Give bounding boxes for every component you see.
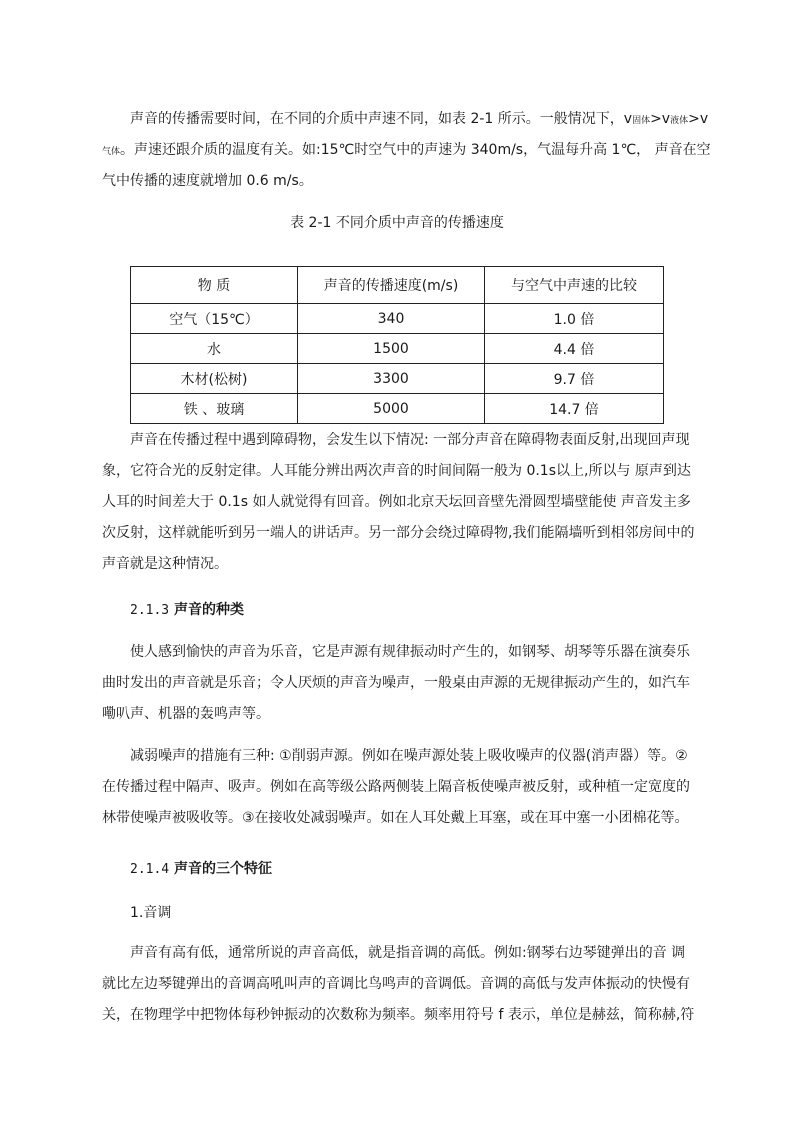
cell-ratio: 1.0 倍 <box>485 304 664 334</box>
paragraph-line: 声音有高有低，通常所说的声音高低，就是指音调的高低。例如:钢琴右边琴键弹出的音 调 <box>130 945 686 961</box>
cell-speed: 3300 <box>298 364 485 394</box>
intro-line-3: 气中传播的速度就增加 0.6 m/s。 <box>102 173 313 189</box>
intro-gt-1: >v <box>650 111 671 127</box>
cell-ratio: 14.7 倍 <box>485 394 664 424</box>
cell-speed: 5000 <box>298 394 485 424</box>
paragraph-line: 声音在传播过程中遇到障碍物，会发生以下情况: 一部分声音在障碍物表面反射,出现回声现 <box>130 432 690 448</box>
subscript-solid: 固体 <box>632 116 651 126</box>
paragraph-line: 关，在物理学中把物体每秒钟振动的次数称为频率。频率用符号 f 表示，单位是赫兹，简称赫,符 <box>102 1007 695 1023</box>
header-speed: 声音的传播速度(m/s) <box>298 267 485 304</box>
header-ratio: 与空气中声速的比较 <box>485 267 664 304</box>
subscript-gas: 气体 <box>102 147 121 157</box>
noise-paragraph <box>102 741 692 834</box>
paragraph-line: 次反射，这样就能听到另一端人的讲话声。另一部分会绕过障碍物,我们能隔墙听到相邻房间中的 <box>102 525 695 541</box>
header-medium: 物 质 <box>131 267 298 304</box>
paragraph-line: 在传播过程中隔声、吸声。例如在高等级公路两侧装上隔音板使噪声被反射，或种植一定宽度的 <box>102 779 690 795</box>
paragraph-line: 曲时发出的声音就是乐音；令人厌烦的声音为噪声，一般桌由声源的无规律振动产生的，如汽车 <box>102 675 690 691</box>
intro-paragraph <box>102 104 711 197</box>
subscript-liquid: 液体 <box>670 116 689 126</box>
cell-medium: 铁 、玻璃 <box>131 394 298 424</box>
table-caption: 表 2-1 不同介质中声音的传播速度 <box>290 215 504 231</box>
intro-text-2: 。声速还跟介质的温度有关。如:15℃时空气中的声速为 340m/s，气温每升高 1℃， 声音在空 <box>120 142 711 158</box>
table-row <box>131 334 664 364</box>
cell-medium: 水 <box>131 334 298 364</box>
table-header-row <box>131 267 664 304</box>
intro-gt-2: >v <box>688 111 709 127</box>
intro-text-1: 声音的传播需要时间，在不同的介质中声速不同，如表 2-1 所示。一般情况下，v <box>130 111 633 127</box>
cell-medium: 空气（15℃） <box>131 304 298 334</box>
section-heading-2-1-4 <box>130 858 272 878</box>
table-row <box>131 364 664 394</box>
paragraph-line: 使人感到愉快的声音为乐音，它是声源有规律振动时产生的，如钢琴、胡琴等乐器在演奏乐 <box>130 644 690 660</box>
cell-speed: 340 <box>298 304 485 334</box>
table-row <box>131 394 664 424</box>
intro-line-2 <box>102 135 711 166</box>
section-number: 2.1.3 <box>130 603 170 618</box>
pitch-paragraph <box>102 938 695 1031</box>
cell-ratio: 9.7 倍 <box>485 364 664 394</box>
paragraph-line: 声音就是这种情况。 <box>102 556 228 572</box>
section-title: 声音的种类 <box>174 602 245 618</box>
section-title: 声音的三个特征 <box>174 861 273 877</box>
section-number: 2.1.4 <box>130 862 170 877</box>
intro-line-1 <box>102 104 709 135</box>
cell-ratio: 4.4 倍 <box>485 334 664 364</box>
paragraph-line: 减弱噪声的措施有三种: ①削弱声源。例如在噪声源处装上吸收噪声的仪器(消声器）等。② <box>130 748 688 764</box>
section-heading-2-1-3 <box>130 599 244 619</box>
paragraph-line: 嘞叭声、机器的轰鸣声等。 <box>102 706 270 722</box>
types-paragraph <box>102 637 692 730</box>
subsection-pitch: 1.音调 <box>130 905 172 921</box>
paragraph-line: 林带使噪声被吸收等。③在接收处减弱噪声。如在人耳处戴上耳塞，或在耳中塞一小团棉花等。 <box>102 810 689 826</box>
echo-paragraph <box>102 425 695 580</box>
cell-speed: 1500 <box>298 334 485 364</box>
paragraph-line: 象，它符合光的反射定律。人耳能分辨出两次声音的时间间隔一般为 0.1s以上,所以与 原声到达 <box>102 463 691 479</box>
paragraph-line: 人耳的时间差大于 0.1s 如人就觉得有回音。例如北京天坛回音壁先滑圆型墙壁能使 声音发主多 <box>102 494 691 510</box>
paragraph-line: 就比左边琴键弹出的音调高吼叫声的音调比鸟鸣声的音调低。音调的高低与发声体振动的快慢有 <box>102 976 690 992</box>
cell-medium: 木材(松树) <box>131 364 298 394</box>
speed-table <box>130 266 664 424</box>
table-row <box>131 304 664 334</box>
